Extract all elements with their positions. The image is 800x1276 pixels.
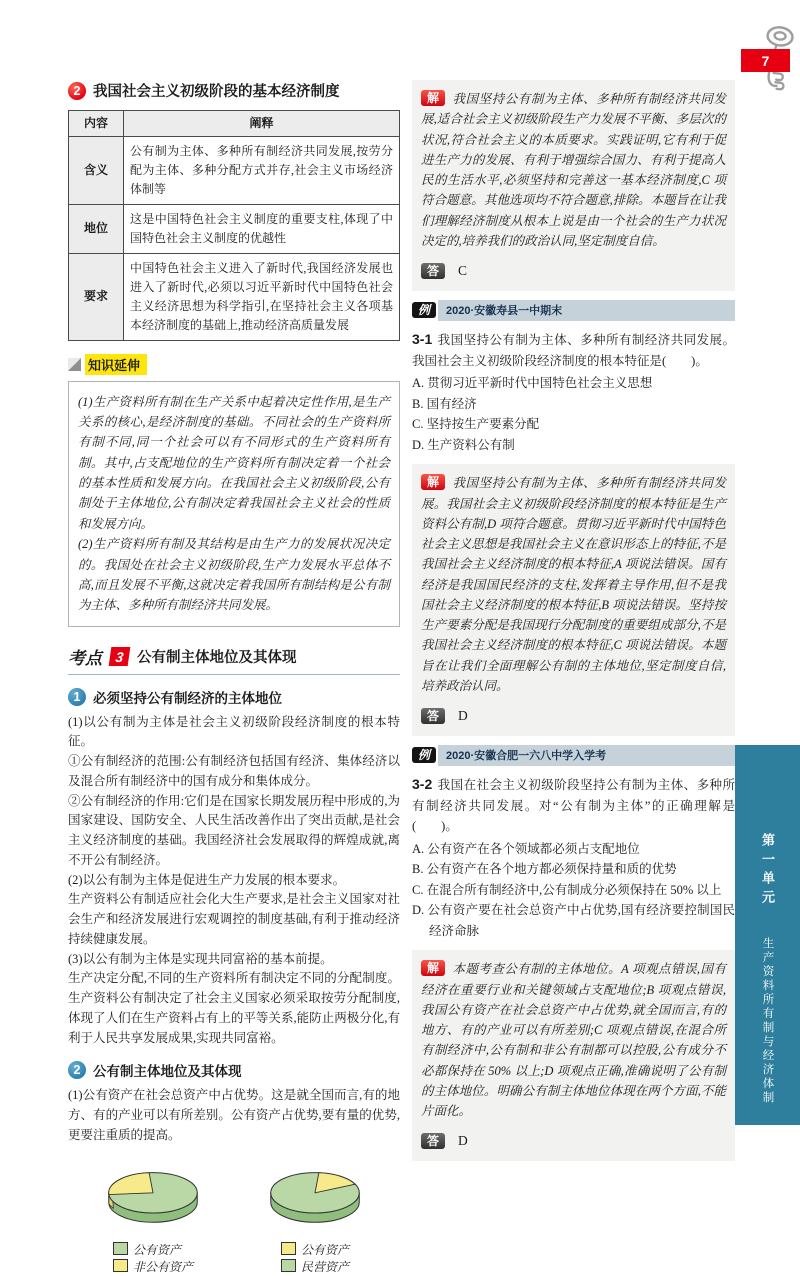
body-paragraph: ②公有制经济的作用:它们是在国家长期发展历程中形成的,为国家建设、国防安全、人民生活改善作出了突出贡献,是社会主义经济制度的基础。我国经济社会发展取得的辉煌成就,离不开公有制经济。	[68, 793, 400, 867]
option-c: C. 在混合所有制经济中,公有制成分必须保持在 50% 以上	[412, 882, 722, 897]
basic-economic-system-table	[68, 110, 400, 341]
left-column	[68, 80, 400, 1276]
row-text: 这是中国特色社会主义制度的重要支柱,体现了中国特色社会主义制度的优越性	[124, 204, 400, 253]
answer-badge: 答	[421, 1133, 445, 1149]
answer-badge: 答	[421, 708, 445, 724]
question-3-2	[412, 773, 735, 941]
kaodian-word: 考点	[68, 648, 102, 668]
option-d: D. 公有资产要在社会总资产中占优势,国有经济要控制国民经济命脉	[412, 903, 735, 938]
body-paragraph: (3)以公有制为主体是实现共同富裕的基本前提。	[68, 951, 333, 966]
body-paragraph: (1)公有资产在社会总资产中占优势。这是就全国而言,有的地方、有的产业可以有所差别。公有资产占优势,要有量的优势,更要注重质的提高。	[68, 1088, 400, 1142]
answer-row	[421, 705, 726, 727]
table-row	[69, 136, 400, 204]
example-source: 2020·安徽寿县一中期末	[438, 300, 735, 321]
extension-paragraph: (1)生产资料所有制在生产关系中起着决定性作用,是生产关系的核心,是经济制度的基础。不同社会的生产资料所有制不同,同一个社会可以有不同形式的生产资料所有制。其中,占支配地位的生产资料所有制决定着一个社会的基本性质和发展方向。在我国社会主义初级阶段,公有制处于主体地位,公有制决定着我国社会主义社会的性质和发展方向。	[78, 394, 390, 531]
legend-swatch-yellow	[113, 1259, 128, 1272]
subpoint2-number-badge: 2	[68, 1061, 86, 1079]
body-paragraph: 生产资料公有制适应社会化大生产要求,是社会主义国家对社会生产和经济发展进行宏观调控的制度基础,有利于推动经济持续健康发展。	[68, 892, 400, 946]
legend-swatch-green	[281, 1259, 296, 1272]
kaodian-title: 公有制主体地位及其体现	[137, 649, 297, 666]
subpoint2-heading	[68, 1060, 400, 1080]
solution-badge: 解	[421, 474, 445, 490]
question-stem-text: 我国在社会主义初级阶段坚持公有制为主体、多种所有制经济共同发展。对“公有制为主体”的正确理解是( )。	[412, 777, 735, 834]
pie-charts-row	[68, 1158, 400, 1276]
subpoint1-heading	[68, 687, 400, 707]
answer-letter: C	[458, 263, 468, 278]
answer-letter: D	[458, 708, 468, 724]
solution-badge: 解	[421, 90, 445, 106]
question-stem	[412, 328, 735, 371]
example-badge: 例	[412, 302, 436, 318]
option-c: C. 坚持按生产要素分配	[412, 417, 540, 432]
kaodian-number-badge: 3	[109, 647, 131, 666]
right-column	[412, 80, 735, 1161]
solution-body: 我国坚持公有制为主体、多种所有制经济共同发展,适合社会主义初级阶段生产力发展不平衡、多层次的状况,符合社会主义的本质要求。实践证明,它有利于促进生产力的发展、有利于增强综合国力、有利于提高人民的生活水平,必须坚持和完善这一基本经济制度,C 项符合题意。其他选项均不符合题意,排除。本题旨在让我们理解经济制度从根本上说是由一个社会的生产力状况决定的,培养我们的政治认同,坚定制度自信。	[421, 92, 726, 248]
question-stem-text: 我国坚持公有制为主体、多种所有制经济共同发展。我国社会主义初级阶段经济制度的根本特征是( )。	[412, 332, 735, 368]
kaodian3-heading	[68, 644, 400, 675]
section2-number-badge: 2	[68, 82, 86, 100]
unit-title: 生产资料所有制与经济体制	[761, 937, 774, 1105]
section2-title: 我国社会主义初级阶段的基本经济制度	[93, 84, 340, 100]
legend-swatch-green	[113, 1242, 128, 1255]
table-header-content: 内容	[69, 111, 124, 137]
example-header-1	[412, 300, 735, 321]
table-header-explain: 阐释	[124, 111, 400, 137]
option-b: B. 国有经济	[412, 396, 477, 411]
legend-label: 民营资产	[300, 1260, 349, 1275]
pie-3d-right	[249, 1158, 381, 1240]
subpoint2-title: 公有制主体地位及其体现	[93, 1064, 242, 1080]
option-b: B. 公有资产在各个地方都必须保持量和质的优势	[412, 862, 677, 877]
answer-badge: 答	[421, 263, 445, 279]
solution-text	[421, 473, 726, 696]
triangle-icon	[68, 358, 81, 371]
legend-item	[113, 1242, 193, 1259]
subpoint1-number-badge: 1	[68, 688, 86, 706]
pie-chart-regional	[249, 1158, 381, 1276]
legend-item	[281, 1242, 349, 1259]
solution-body: 我国坚持公有制为主体、多种所有制经济共同发展。我国社会主义初级阶段经济制度的根本特征是生产资料公有制,D 项符合题意。贯彻习近平新时代中国特色社会主义思想是我国社会主义在意识形态上的特征,不是我国社会主义经济制度的根本特征,A 项说法错误。国有经济是我国国民经济的支柱,发挥着主导作用,但不是我国社会主义经济制度的根本特征,B 项说法错误。坚持按生产要素分配是我国现行分配制度的重要组成部分,不是我国社会主义经济制度的根本特征,C 项说法错误。本题旨在让我们全面理解公有制的主体地位,坚定制度自信,培养政治认同。	[421, 476, 726, 693]
knowledge-extension-heading	[68, 354, 400, 375]
solution-text	[421, 959, 726, 1121]
answer-letter: D	[458, 1133, 468, 1149]
body-paragraph: 生产决定分配,不同的生产资料所有制决定不同的分配制度。生产资料公有制决定了社会主义国家必须采取按劳分配制度,体现了人们在生产资料占有上的平等关系,能防止两极分化,有利于人民共享发展成果,实现共同富裕。	[68, 971, 400, 1045]
row-text: 中国特色社会主义进入了新时代,我国经济发展也进入了新时代,必须以习近平新时代中国特色社会主义经济思想为科学指引,在坚持社会主义各项基本经济制度的基础上,推动经济高质量发展	[124, 253, 400, 340]
pie-legend	[281, 1242, 349, 1276]
legend-item	[113, 1259, 193, 1276]
table-row	[69, 253, 400, 340]
solution-panel-2	[412, 464, 735, 736]
body-paragraph: (1)以公有制为主体是社会主义初级阶段经济制度的根本特征。	[68, 714, 400, 749]
question-3-1	[412, 328, 735, 455]
solution-text	[421, 89, 726, 251]
knowledge-extension-box	[68, 381, 400, 627]
example-badge: 例	[412, 747, 436, 763]
knowledge-extension-label: 知识延伸	[85, 354, 147, 375]
table-row	[69, 204, 400, 253]
solution-panel-3	[412, 950, 735, 1161]
option-a: A. 贯彻习近平新时代中国特色社会主义思想	[412, 376, 653, 391]
legend-label: 公有资产	[300, 1242, 349, 1257]
example-header-2	[412, 745, 735, 766]
subpoint1-title: 必须坚持公有制经济的主体地位	[93, 690, 282, 706]
row-text: 公有制为主体、多种所有制经济共同发展,按劳分配为主体、多种分配方式并存,社会主义市场经济体制等	[124, 136, 400, 204]
section2-heading	[68, 80, 400, 101]
example-source: 2020·安徽合肥一六八中学入学考	[438, 745, 735, 766]
extension-paragraph: (2)生产资料所有制及其结构是由生产力的发展状况决定的。我国处在社会主义初级阶段,生产力发展水平总体不高,而且发展不平衡,这就决定着我国所有制结构是公有制为主体、多种所有制经济共同发展。	[78, 537, 390, 613]
solution-panel-1	[412, 80, 735, 291]
solution-body: 本题考查公有制的主体地位。A 项观点错误,国有经济在重要行业和关键领域占支配地位;B 项观点错误,我国公有资产在社会总资产中占优势,就全国而言,有的地方、有的产业可以有所差别;C 项观点错误,在混合所有制经济中,公有制和非公有制都可以控股,公有成分不必都保持在 50% 以上;D 项观点正确,准确说明了公有制的主体地位。明确公有制主体地位体现在两个方面,不能片面化。	[421, 962, 726, 1119]
question-number: 3-2	[412, 775, 433, 792]
page-number: 7	[761, 52, 770, 69]
question-number: 3-1	[412, 330, 433, 347]
legend-label: 非公有资产	[132, 1260, 193, 1275]
solution-badge: 解	[421, 960, 445, 976]
row-label: 地位	[69, 204, 124, 253]
unit-label: 第一单元	[760, 833, 775, 909]
page-number-tab	[741, 49, 790, 72]
question-stem	[412, 773, 735, 837]
answer-row	[421, 1130, 726, 1152]
row-label: 要求	[69, 253, 124, 340]
legend-label: 公有资产	[132, 1242, 181, 1257]
pie-legend	[113, 1242, 193, 1276]
body-paragraph: (2)以公有制为主体是促进生产力发展的根本要求。	[68, 872, 346, 887]
option-d: D. 生产资料公有制	[412, 437, 515, 452]
option-a: A. 公有资产在各个领域都必须占支配地位	[412, 841, 640, 856]
pie-3d-left	[87, 1158, 219, 1240]
unit-sidebar	[735, 745, 800, 1125]
answer-row	[421, 260, 726, 282]
legend-swatch-yellow	[281, 1242, 296, 1255]
body-paragraph: ①公有制经济的范围:公有制经济包括国有经济、集体经济以及混合所有制经济中的国有成分和集体成分。	[68, 754, 400, 788]
row-label: 含义	[69, 136, 124, 204]
legend-item	[281, 1259, 349, 1276]
pie-chart-national	[87, 1158, 219, 1276]
table-header-row	[69, 111, 400, 137]
